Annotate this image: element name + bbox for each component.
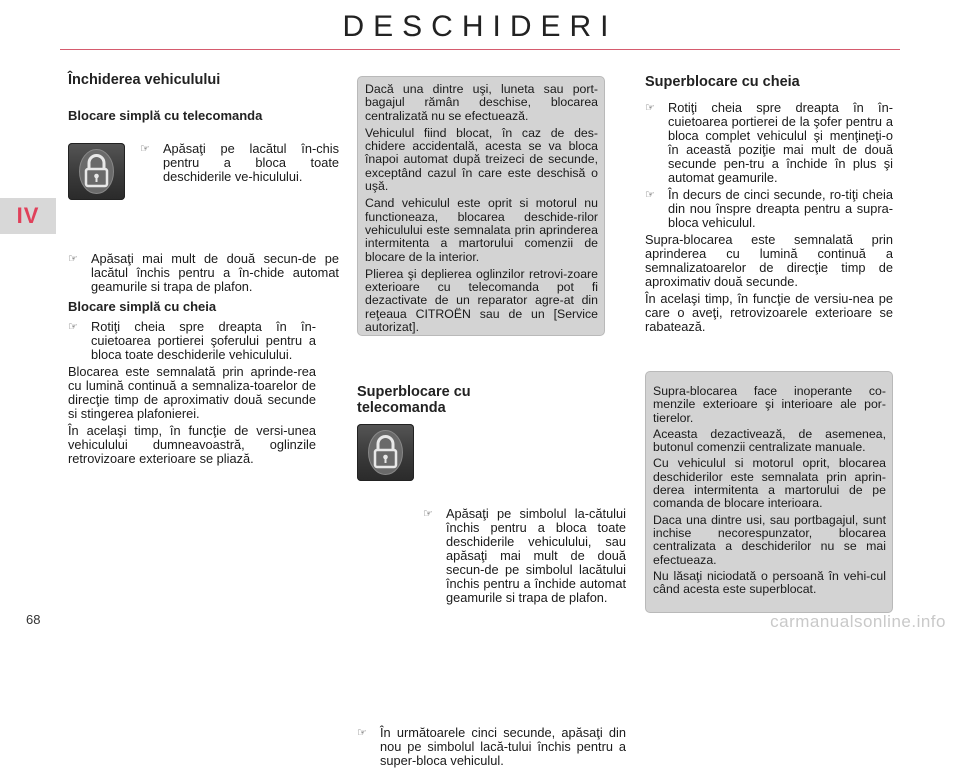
list-item: ☞ Apăsaţi pe lacătul în-chis pentru a bloca toate deschiderile ve-hiculului. [140, 141, 339, 184]
remote-lock-button-icon [68, 143, 125, 200]
note-paragraph: Plierea şi deplierea oglinzilor retrovi-zoare exterioare cu telecomanda pot fi dezactivate de un reparator agre-at din reţeaua CITROËN sau de un [Service autorizat]. [365, 266, 598, 335]
paragraph: În acelaşi timp, în funcţie de versi-unea vehiculului dumneavoastră, oglinzile retrovizoare exterioare se pliază. [68, 423, 316, 466]
note-paragraph: Cand vehiculul este oprit si motorul nu functioneaza, blocarea deschide-rilor vehiculului este semnalata prin aprinderea intermitenta a martorului comenzii de blocare de la interior. [365, 196, 598, 264]
chapter-tab [0, 198, 56, 234]
page-number: 68 [26, 612, 41, 627]
watermark: carmanualsonline.info [770, 612, 946, 631]
right-column [645, 74, 893, 334]
left-column [68, 72, 316, 123]
paragraph: Blocarea este semnalată prin aprinde-rea cu lumină continuă a semnaliza-toarelor de direcţie timp de aproximativ două secunde si stingerea plafonierei. [68, 364, 316, 421]
warning-note-box [645, 371, 893, 613]
section-heading-remote-deadlock: Superblocare cu telecomanda [357, 384, 471, 416]
left-column-key [68, 299, 316, 466]
list-item: ☞ Rotiţi cheia spre dreapta în în-cuietoarea portierei şoferului pentru a bloca toate deschiderile vehiculului. [68, 319, 316, 362]
note-paragraph: Aceasta dezactivează, de asemenea, butonul comenzii centralizate manuale. [653, 426, 886, 455]
list-item: ☞ Rotiţi cheia spre dreapta în în-cuietoarea portierei de la şofer pentru a bloca complet vehiculul şi menţineţi-o în această poziţie mai mult de două secunde pen-tru a închide în plus şi automat geamurile. [645, 100, 893, 185]
page-title: DESCHIDERI [342, 10, 618, 43]
finger-pointer-icon: ☞ [68, 253, 78, 265]
note-paragraph: Cu vehiculul si motorul oprit, blocarea deschiderilor este semnalata prin aprin-derea intermitenta a martorului de pe comanda de blocare interioara. [653, 456, 886, 511]
paragraph: Supra-blocarea este semnalată prin aprinderea cu lumină continuă a semnalizatoarelor de direcţie timp de aproximativ două secunde. [645, 232, 893, 289]
title-divider [60, 49, 900, 50]
section-heading-key-deadlock: Superblocare cu cheia [645, 74, 800, 90]
subheading-remote-lock: Blocare simplă cu telecomanda [68, 108, 263, 123]
list-item: ☞ În decurs de cinci secunde, ro-tiţi cheia din nou înspre dreapta pentru a supra-bloca vehiculul. [645, 187, 893, 230]
finger-pointer-icon: ☞ [645, 189, 655, 201]
list-item: ☞ Apăsaţi mai mult de două secun-de pe lacătul închis pentru a în-chide automat geamurile si trapa de plafon. [68, 251, 339, 294]
remote-lock-button-icon [357, 424, 414, 481]
finger-pointer-icon: ☞ [68, 321, 78, 333]
info-note-box [357, 76, 605, 336]
note-paragraph: Vehiculul fiind blocat, în caz de des-chidere accidentală, acesta se va bloca înapoi automat după treizeci de secunde, exceptând cazul în care este deschisă o uşă. [365, 125, 598, 194]
list-item: ☞ În următoarele cinci secunde, apăsaţi din nou pe simbolul lacă-tului închis pentru a super-bloca vehiculul. [357, 725, 626, 768]
note-paragraph: Daca una dintre usi, sau portbagajul, sunt inchise necorespunzator, blocarea centralizata a deschiderilor nu se mai efectueaza. [653, 512, 886, 567]
note-paragraph: Dacă una dintre uşi, luneta sau port-bagajul rămân deschise, blocarea centralizată nu se efectuează. [365, 82, 598, 123]
finger-pointer-icon: ☞ [140, 143, 150, 155]
note-paragraph: Nu lăsaţi niciodată o persoană în vehi-cul când acesta este superblocat. [653, 568, 886, 597]
finger-pointer-icon: ☞ [357, 727, 367, 739]
note-paragraph: Supra-blocarea face inoperante co-menzile exterioare şi interioare ale por-tierelor. [653, 384, 886, 425]
finger-pointer-icon: ☞ [423, 508, 433, 520]
paragraph: În acelaşi timp, în funcţie de versiu-nea pe care o aveţi, retrovizoarele exterioare se rabatează. [645, 291, 893, 334]
section-heading-locking: Închiderea vehiculului [68, 72, 221, 88]
finger-pointer-icon: ☞ [645, 102, 655, 114]
list-item: ☞ Apăsaţi pe simbolul la-cătului închis pentru a bloca toate deschiderile vehiculului, sau apăsaţi mai mult de două secun-de pe simbolul lacătului închis pentru a închide automat geamurile si trapa de plafon. [423, 506, 626, 605]
subheading-key-lock: Blocare simplă cu cheia [68, 299, 217, 314]
chapter-tab-label: IV [16, 203, 40, 228]
